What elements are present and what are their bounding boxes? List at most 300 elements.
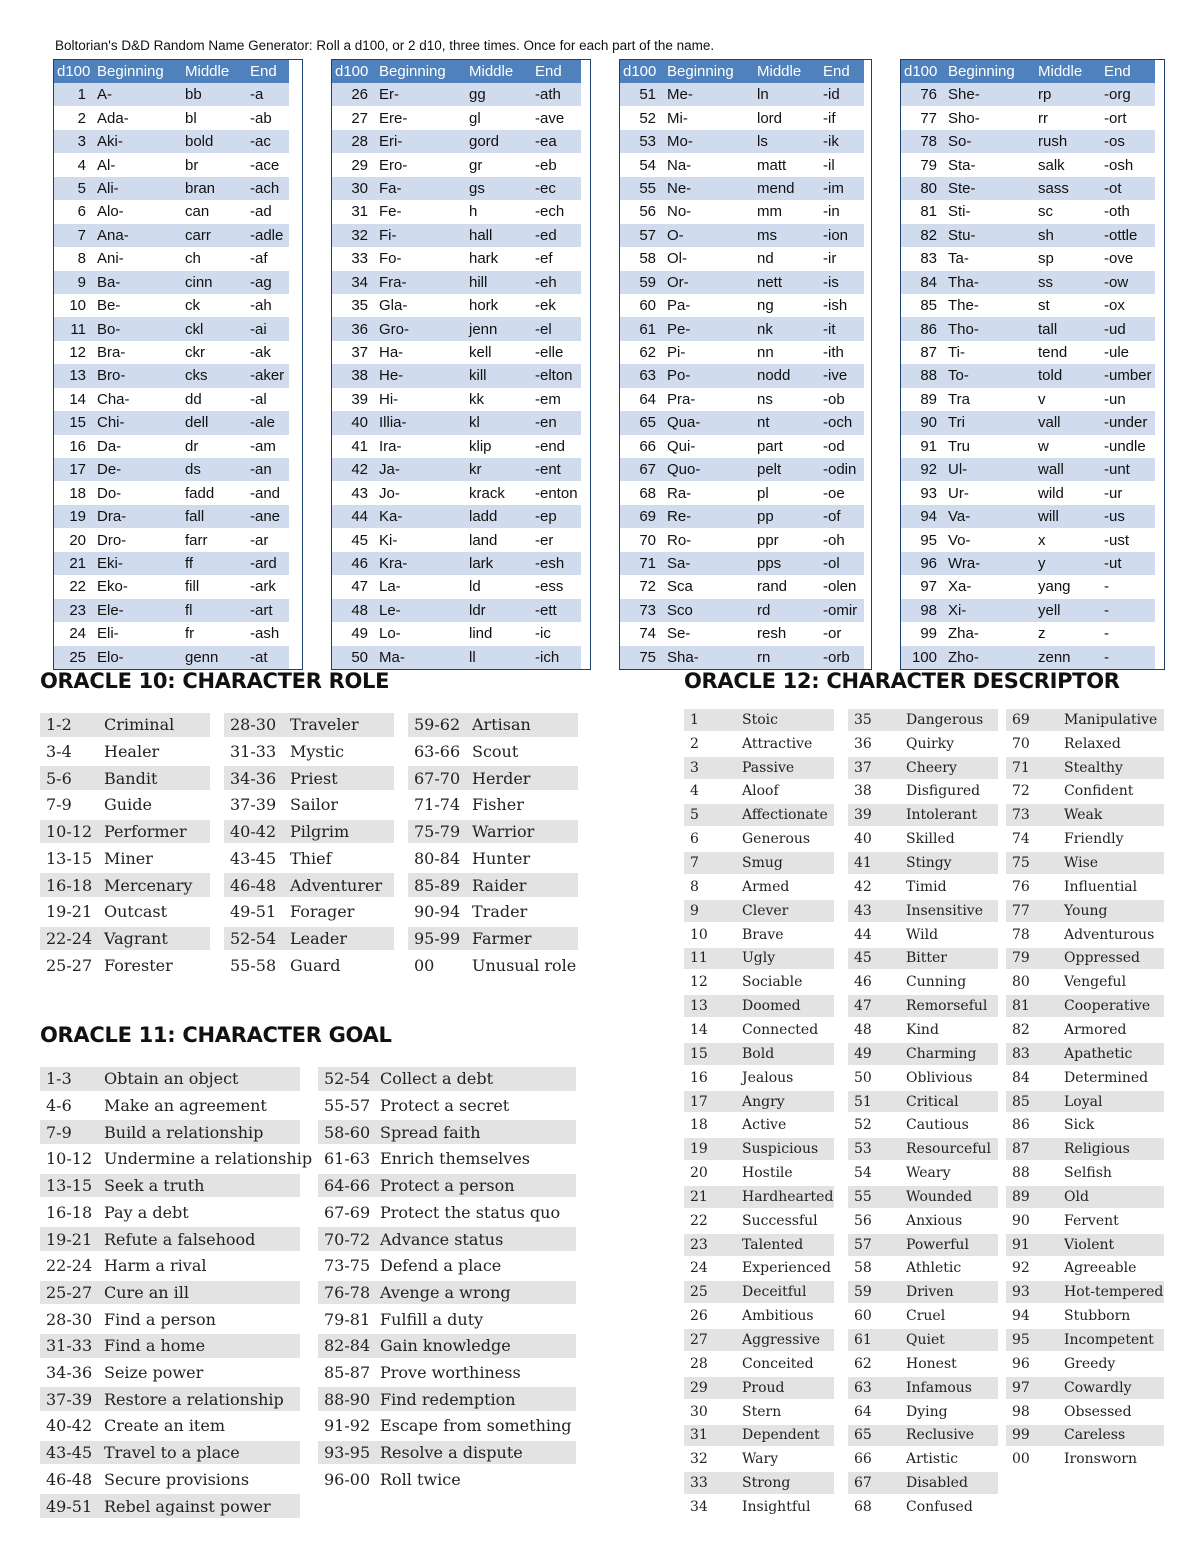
header-beginning: Beginning [945, 60, 1035, 83]
oracle12-row [684, 1234, 834, 1256]
result-text: Secure provisions [104, 1469, 250, 1489]
name-table-row [901, 599, 1155, 622]
oracle10-row [224, 740, 394, 764]
name-table-row [332, 505, 581, 528]
beginning-cell: Ki- [379, 531, 398, 549]
oracle10-row [408, 873, 578, 897]
middle-cell: sh [1035, 224, 1101, 247]
middle-cell: nn [757, 344, 774, 362]
result-text: Healer [104, 742, 160, 762]
roll-cell: 70 [639, 531, 656, 549]
roll-range: 75 [1012, 855, 1030, 872]
roll-cell: 94 [901, 505, 945, 528]
roll-range: 25 [690, 1284, 708, 1301]
oracle10-row [40, 873, 210, 897]
end-cell: -un [1104, 390, 1126, 408]
roll-range: 96-00 [324, 1469, 371, 1489]
end-cell: -org [1101, 83, 1155, 106]
result-text: Smug [742, 855, 783, 872]
name-generator-caption: Boltorian's D&D Random Name Generator: Roll a d100, or 2 d10, three times. Once for each part of the name. [55, 38, 715, 53]
middle-cell: bl [185, 109, 197, 127]
oracle12-row [684, 1162, 834, 1184]
roll-range: 98 [1012, 1403, 1030, 1420]
beginning-cell: Ali- [94, 177, 182, 200]
roll-range: 39 [854, 807, 872, 824]
beginning-cell: Eko- [97, 578, 128, 596]
result-text: Resourceful [906, 1141, 991, 1158]
oracle10-row [40, 713, 210, 737]
roll-range: 65 [854, 1427, 872, 1444]
result-text: Protect a person [380, 1176, 515, 1196]
middle-cell: rand [757, 578, 788, 596]
beginning-cell: Ti- [948, 344, 965, 362]
roll-range: 86 [1012, 1117, 1030, 1134]
oracle11-row [40, 1307, 300, 1331]
name-table-row [620, 411, 864, 434]
roll-range: 82 [1012, 1021, 1030, 1038]
oracle12-row [1006, 1186, 1164, 1208]
name-table-row [54, 388, 289, 411]
result-text: Artistic [906, 1451, 959, 1468]
roll-range: 90 [1012, 1212, 1030, 1229]
oracle12-row [848, 852, 998, 874]
result-text: Thief [290, 848, 332, 868]
end-cell: -ale [247, 411, 289, 434]
result-text: Talented [742, 1236, 804, 1253]
roll-cell: 39 [351, 390, 368, 408]
oracle10-row [40, 793, 210, 817]
result-text: Kind [906, 1021, 939, 1038]
roll-cell: 51 [620, 83, 664, 106]
result-text: Charming [906, 1045, 977, 1062]
name-table-row [620, 271, 864, 294]
name-table-row [901, 622, 1155, 645]
oracle12-row [1006, 971, 1164, 993]
end-cell: -olen [823, 578, 857, 596]
middle-cell: bran [182, 177, 247, 200]
roll-range: 58-60 [324, 1122, 371, 1142]
oracle11-title: ORACLE 11: CHARACTER GOAL [40, 1023, 392, 1047]
middle-cell: land [469, 531, 498, 549]
middle-cell: hall [466, 224, 532, 247]
oracle11-row [40, 1201, 300, 1225]
result-text: Anxious [906, 1212, 963, 1229]
result-text: Undermine a relationship [104, 1149, 313, 1169]
middle-cell: gr [469, 156, 483, 174]
roll-cell: 10 [69, 297, 86, 315]
result-text: Quirky [906, 735, 955, 752]
end-cell: -ur [1104, 484, 1123, 502]
end-cell: -oth [1104, 203, 1130, 221]
roll-range: 7-9 [46, 1122, 72, 1142]
result-text: Forester [104, 955, 173, 975]
name-table-row [54, 528, 289, 551]
name-table-row [54, 505, 289, 528]
roll-range: 85-87 [324, 1363, 371, 1383]
end-cell: -ach [247, 177, 289, 200]
name-table-row [901, 153, 1155, 176]
roll-cell: 29 [351, 156, 368, 174]
end-cell: - [1101, 646, 1155, 669]
oracle11-row [318, 1441, 576, 1465]
name-table-row [54, 646, 289, 669]
oracle12-row [684, 1138, 834, 1160]
middle-cell: resh [757, 625, 787, 643]
beginning-cell: Kra- [376, 552, 466, 575]
name-table-row [620, 177, 864, 200]
roll-cell: 42 [332, 458, 376, 481]
end-cell: -elle [535, 344, 564, 362]
roll-cell: 62 [639, 344, 656, 362]
beginning-cell: Aki- [94, 130, 182, 153]
middle-cell: wall [1035, 458, 1101, 481]
oracle12-row [1006, 828, 1164, 850]
name-table-row [54, 458, 289, 481]
oracle11-row [318, 1468, 576, 1492]
name-table-row [54, 622, 289, 645]
roll-range: 52 [854, 1117, 872, 1134]
beginning-cell: Ra- [667, 484, 692, 502]
oracle12-row [1006, 1114, 1164, 1136]
result-text: Conceited [742, 1355, 814, 1372]
name-table-row [620, 83, 864, 106]
result-text: Critical [906, 1093, 959, 1110]
beginning-cell: Ro- [667, 531, 692, 549]
result-text: Active [742, 1117, 787, 1134]
beginning-cell: Chi- [94, 411, 182, 434]
result-text: Cooperative [1064, 998, 1151, 1015]
end-cell: - [1101, 599, 1155, 622]
oracle12-row [848, 733, 998, 755]
end-cell: -ep [532, 505, 581, 528]
result-text: Aggressive [742, 1332, 821, 1349]
oracle10-row [224, 953, 394, 977]
oracle12-row [684, 971, 834, 993]
roll-range: 13-15 [46, 848, 93, 868]
result-text: Careless [1064, 1427, 1126, 1444]
end-cell: -en [532, 411, 581, 434]
roll-range: 55-58 [230, 955, 277, 975]
oracle12-row [684, 1448, 834, 1470]
oracle12-row [848, 1258, 998, 1280]
end-cell: -a [247, 83, 289, 106]
roll-range: 34-36 [230, 768, 277, 788]
roll-range: 69 [1012, 711, 1030, 728]
name-table-row [901, 411, 1155, 434]
header-end: End [820, 60, 864, 83]
oracle12-row [684, 852, 834, 874]
name-table-row [332, 435, 581, 458]
oracle12-row [684, 1210, 834, 1232]
roll-cell: 61 [620, 317, 664, 340]
beginning-cell: A- [94, 83, 182, 106]
beginning-cell: Ero- [379, 156, 408, 174]
end-cell: -ut [1101, 552, 1155, 575]
name-table-row [54, 83, 289, 106]
result-text: Wounded [906, 1188, 973, 1205]
roll-range: 6 [690, 831, 699, 848]
end-cell: -omir [820, 599, 864, 622]
name-table-row [54, 200, 289, 223]
oracle12-row [848, 1496, 998, 1518]
name-table-header [901, 60, 1155, 83]
result-text: Advance status [380, 1229, 504, 1249]
roll-cell: 27 [351, 109, 368, 127]
name-table-row [901, 177, 1155, 200]
middle-cell: fill [185, 578, 200, 596]
result-text: Suspicious [742, 1141, 819, 1158]
roll-cell: 5 [54, 177, 94, 200]
oracle12-row [1006, 1401, 1164, 1423]
middle-cell: tend [1038, 344, 1068, 362]
roll-cell: 43 [351, 484, 368, 502]
result-text: Rebel against power [104, 1496, 271, 1516]
end-cell: -ottle [1101, 224, 1155, 247]
middle-cell: hark [469, 250, 499, 268]
beginning-cell: Na- [667, 156, 692, 174]
middle-cell: gs [466, 177, 532, 200]
name-table-row [54, 130, 289, 153]
result-text: Cheery [906, 759, 957, 776]
result-text: Refute a falsehood [104, 1229, 256, 1249]
oracle11-row [40, 1094, 300, 1118]
name-table-row [332, 271, 581, 294]
oracle12-row [684, 733, 834, 755]
end-cell: -of [820, 505, 864, 528]
middle-cell: fadd [185, 484, 215, 502]
roll-cell: 100 [901, 646, 945, 669]
beginning-cell: La- [379, 578, 401, 596]
name-table-row [54, 364, 289, 387]
end-cell: -ef [535, 250, 553, 268]
beginning-cell: Ada- [97, 109, 129, 127]
roll-cell: 49 [351, 625, 368, 643]
name-table-row [332, 130, 581, 153]
roll-cell: 36 [332, 317, 376, 340]
name-table-row [620, 317, 864, 340]
beginning-cell: Mi- [667, 109, 688, 127]
result-text: Disfigured [906, 783, 981, 800]
end-cell: -ob [823, 390, 845, 408]
oracle12-row [684, 1043, 834, 1065]
result-text: Generous [742, 831, 811, 848]
oracle12-row [684, 948, 834, 970]
oracle10-row [408, 793, 578, 817]
end-cell: -ak [250, 344, 271, 362]
result-text: Seize power [104, 1363, 204, 1383]
oracle12-row [1006, 924, 1164, 946]
middle-cell: dell [182, 411, 247, 434]
oracle12-row [684, 804, 834, 826]
oracle11-row [318, 1067, 576, 1091]
roll-cell: 12 [69, 344, 86, 362]
roll-cell: 54 [639, 156, 656, 174]
name-table-row [620, 552, 864, 575]
roll-cell: 47 [351, 578, 368, 596]
roll-cell: 95 [920, 531, 937, 549]
roll-range: 54 [854, 1165, 872, 1182]
roll-cell: 8 [77, 250, 86, 268]
oracle12-title: ORACLE 12: CHARACTER DESCRIPTOR [684, 669, 1120, 693]
roll-range: 67-69 [324, 1202, 371, 1222]
roll-range: 21 [690, 1188, 708, 1205]
header-beginning: Beginning [664, 60, 754, 83]
oracle11-row [40, 1334, 300, 1358]
roll-range: 28-30 [46, 1309, 93, 1329]
header-middle: Middle [466, 60, 532, 83]
end-cell: -ic [535, 625, 551, 643]
end-cell: -osh [1104, 156, 1134, 174]
roll-range: 40-42 [46, 1416, 93, 1436]
middle-cell: bold [182, 130, 247, 153]
roll-range: 73 [1012, 807, 1030, 824]
end-cell: -ace [250, 156, 280, 174]
middle-cell: ldr [466, 599, 532, 622]
roll-cell: 15 [54, 411, 94, 434]
beginning-cell: She- [945, 83, 1035, 106]
roll-range: 80 [1012, 974, 1030, 991]
roll-range: 96 [1012, 1355, 1030, 1372]
oracle12-row [848, 781, 998, 803]
roll-range: 88 [1012, 1165, 1030, 1182]
roll-range: 64-66 [324, 1176, 371, 1196]
roll-range: 58 [854, 1260, 872, 1277]
end-cell: -ek [535, 297, 556, 315]
oracle12-row [684, 1258, 834, 1280]
name-table-row [901, 106, 1155, 129]
end-cell: -ive [820, 364, 864, 387]
roll-cell: 48 [332, 599, 376, 622]
roll-range: 16-18 [46, 875, 93, 895]
roll-range: 84 [1012, 1069, 1030, 1086]
name-table-row [54, 552, 289, 575]
result-text: Strong [742, 1475, 791, 1492]
roll-cell: 4 [77, 156, 86, 174]
oracle11-row [40, 1494, 300, 1518]
roll-cell: 23 [54, 599, 94, 622]
roll-range: 49 [854, 1045, 872, 1062]
oracle12-row [848, 1210, 998, 1232]
oracle12-row [848, 1353, 998, 1375]
name-table-row [901, 646, 1155, 669]
beginning-cell: Va- [945, 505, 1035, 528]
roll-range: 00 [1012, 1451, 1030, 1468]
oracle10-row [224, 900, 394, 924]
name-table-row [901, 83, 1155, 106]
middle-cell: pps [754, 552, 820, 575]
middle-cell: yell [1035, 599, 1101, 622]
result-text: Gain knowledge [380, 1336, 511, 1356]
roll-range: 85 [1012, 1093, 1030, 1110]
beginning-cell: Eki- [94, 552, 182, 575]
oracle10-row [40, 927, 210, 951]
beginning-cell: Tra [948, 390, 970, 408]
end-cell: -ust [1104, 531, 1130, 549]
oracle11-row [318, 1281, 576, 1305]
oracle12-row [1006, 1162, 1164, 1184]
beginning-cell: Ka- [376, 505, 466, 528]
roll-cell: 67 [620, 458, 664, 481]
roll-range: 32 [690, 1451, 708, 1468]
result-text: Experienced [742, 1260, 831, 1277]
end-cell: -aker [247, 364, 289, 387]
result-text: Resolve a dispute [380, 1443, 523, 1463]
oracle12-row [1006, 733, 1164, 755]
oracle12-row [684, 1329, 834, 1351]
end-cell: -ish [823, 297, 848, 315]
middle-cell: cks [182, 364, 247, 387]
result-text: Doomed [742, 998, 801, 1015]
header-d100: d100 [620, 60, 664, 83]
name-table-row [54, 481, 289, 504]
roll-range: 49-51 [46, 1496, 93, 1516]
roll-range: 7 [690, 855, 699, 872]
oracle12-row [684, 781, 834, 803]
name-table-row [332, 575, 581, 598]
oracle12-row [684, 828, 834, 850]
name-table-row [901, 458, 1155, 481]
oracle10-row [408, 820, 578, 844]
end-cell: -it [820, 317, 864, 340]
result-text: Mystic [290, 742, 345, 762]
oracle12-row [848, 1281, 998, 1303]
result-text: Confident [1064, 783, 1134, 800]
roll-range: 1-3 [46, 1069, 72, 1089]
beginning-cell: Pra- [667, 390, 696, 408]
oracle12-row [684, 995, 834, 1017]
beginning-cell: Bro- [94, 364, 182, 387]
middle-cell: ls [754, 130, 820, 153]
result-text: Bold [742, 1045, 775, 1062]
name-table-row [332, 224, 581, 247]
roll-cell: 63 [620, 364, 664, 387]
beginning-cell: The- [948, 297, 979, 315]
oracle12-row [1006, 1210, 1164, 1232]
roll-cell: 72 [639, 578, 656, 596]
result-text: Protect a secret [380, 1096, 510, 1116]
middle-cell: mm [757, 203, 782, 221]
oracle11-row [318, 1094, 576, 1118]
beginning-cell: Be- [97, 297, 121, 315]
roll-range: 43 [854, 902, 872, 919]
middle-cell: rd [754, 599, 820, 622]
roll-range: 82-84 [324, 1336, 371, 1356]
middle-cell: kl [466, 411, 532, 434]
middle-cell: ln [754, 83, 820, 106]
roll-cell: 7 [54, 224, 94, 247]
oracle10-row [408, 766, 578, 790]
oracle10-table [40, 713, 580, 983]
roll-range: 79 [1012, 950, 1030, 967]
oracle12-row [684, 900, 834, 922]
oracle12-row [684, 1377, 834, 1399]
result-text: Performer [104, 822, 187, 842]
beginning-cell: Sho- [948, 109, 980, 127]
roll-range: 81 [1012, 998, 1030, 1015]
roll-range: 1 [690, 711, 699, 728]
end-cell: -ow [1101, 271, 1155, 294]
middle-cell: farr [185, 531, 208, 549]
result-text: Fulfill a duty [380, 1309, 484, 1329]
beginning-cell: No- [667, 203, 692, 221]
oracle10-title: ORACLE 10: CHARACTER ROLE [40, 669, 390, 693]
end-cell: -ove [1104, 250, 1134, 268]
roll-range: 5-6 [46, 768, 72, 788]
end-cell: -if [823, 109, 836, 127]
roll-range: 59 [854, 1284, 872, 1301]
roll-range: 3-4 [46, 742, 72, 762]
roll-range: 72 [1012, 783, 1030, 800]
